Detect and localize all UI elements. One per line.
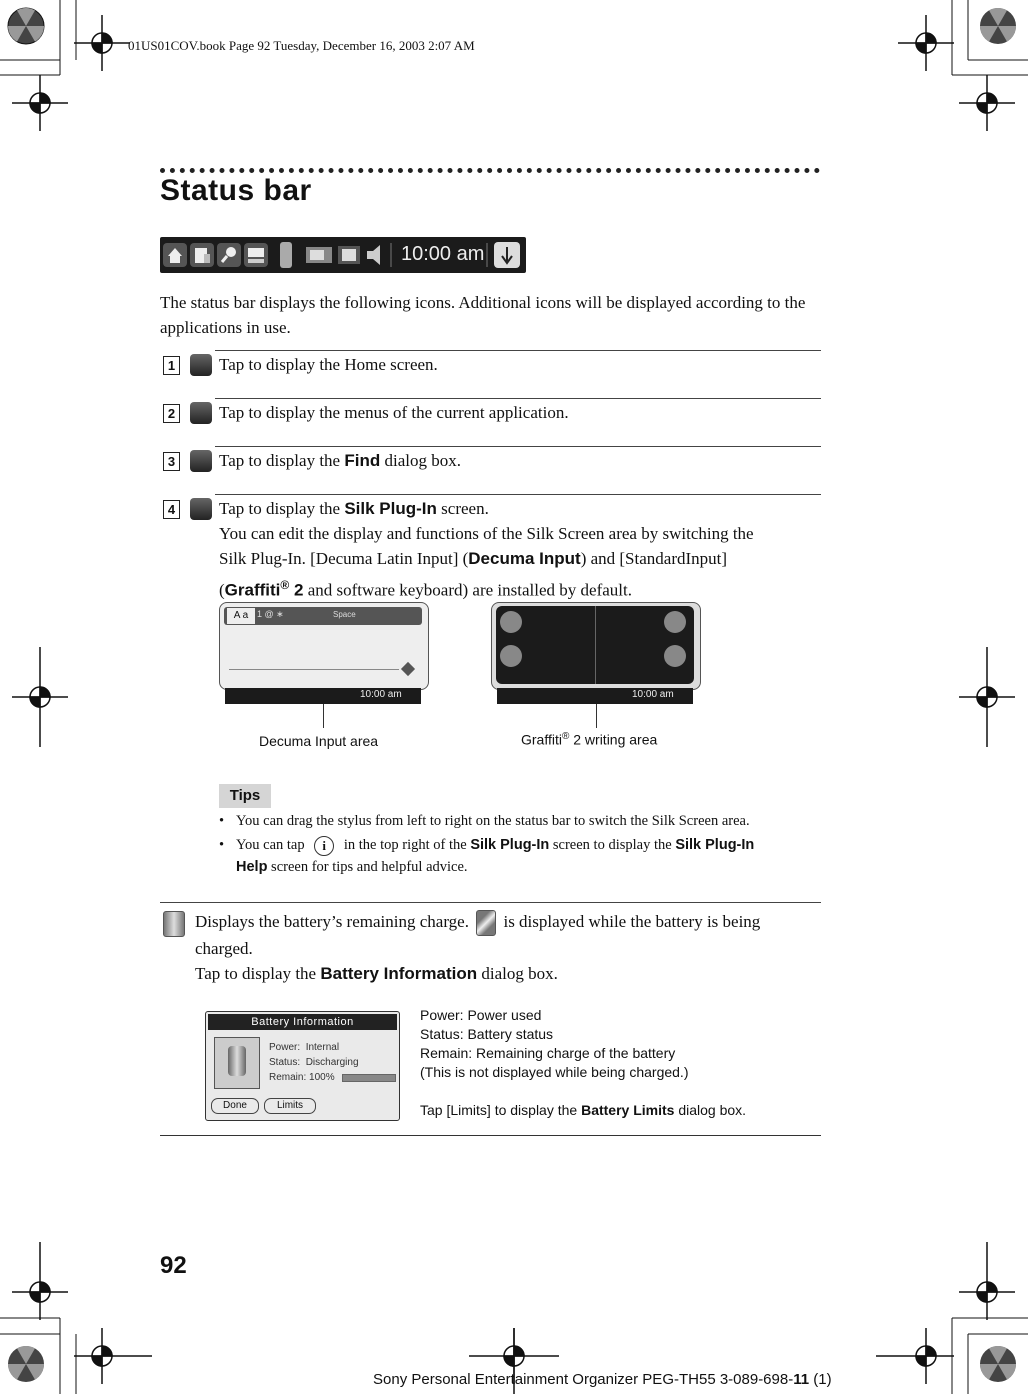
graffiti-callout-line bbox=[596, 704, 597, 728]
volume-icon bbox=[367, 245, 380, 265]
decuma-figure bbox=[219, 602, 429, 706]
battery-rule bbox=[160, 902, 821, 903]
step-number-3: 3 bbox=[163, 452, 180, 471]
step-text-4 bbox=[219, 496, 819, 603]
battery-dialog-title: Battery Information bbox=[208, 1014, 397, 1030]
step-text-2: Tap to display the menus of the current application. bbox=[219, 403, 569, 422]
battery-notes: Power: Power used Status: Battery status Remain: Remaining charge of the battery (This is not displayed while being charged.) Tap [Limits] to display the Battery Limits dialog box. bbox=[420, 1007, 747, 1118]
battery-dialog-icon bbox=[214, 1037, 260, 1089]
step-rule-4 bbox=[215, 494, 821, 495]
product-footer: Sony Personal Entertainment Organizer PEG-TH55 3-089-698-11 (1) bbox=[373, 1371, 832, 1388]
status-bar-time: 10:00 am bbox=[401, 243, 485, 265]
decuma-callout-line bbox=[323, 704, 324, 728]
decuma-tab-aa: A a bbox=[227, 608, 255, 624]
step4-detail-line2: Silk Plug-In. [Decuma Latin Input] (Decuma Input) and [StandardInput] bbox=[219, 549, 728, 568]
battery-dialog bbox=[205, 1011, 400, 1121]
section-end-rule bbox=[160, 1135, 821, 1136]
page-number: 92 bbox=[160, 1252, 187, 1279]
graffiti-find-icon bbox=[664, 645, 686, 667]
graffiti-caption: Graffiti® 2 writing area bbox=[521, 731, 658, 748]
decuma-space: Space bbox=[333, 610, 356, 619]
step-number-1: 1 bbox=[163, 356, 180, 375]
find-icon bbox=[190, 450, 212, 472]
limits-button[interactable]: Limits bbox=[264, 1098, 316, 1114]
step4-detail-line1: You can edit the display and functions of the Silk Screen area by switching the bbox=[219, 524, 754, 543]
decuma-caption: Decuma Input area bbox=[259, 733, 379, 749]
step-number-2: 2 bbox=[163, 404, 180, 423]
done-button[interactable]: Done bbox=[211, 1098, 259, 1114]
battery-charging-icon bbox=[476, 910, 496, 936]
status-value: Discharging bbox=[305, 1057, 359, 1068]
tip-2: • You can tap i in the top right of the Silk Plug-In screen to display the Silk Plug-In Help screen for tips and helpful advice. bbox=[219, 837, 755, 875]
step3-pre: Tap to display the bbox=[219, 451, 345, 470]
battery-text: Displays the battery’s remaining charge. is displayed while the battery is being charged. Tap to display the Battery Information dialog box. bbox=[195, 912, 761, 984]
remain-label: Remain: bbox=[269, 1072, 307, 1083]
graffiti-keyboard-icon bbox=[664, 611, 686, 633]
step4-pre: Tap to display the bbox=[219, 499, 345, 518]
decuma-mini-statusbar: 10:00 am bbox=[225, 688, 421, 704]
menu-icon bbox=[190, 402, 212, 424]
graffiti-mini-statusbar: 10:00 am bbox=[497, 688, 693, 704]
step4-post: screen. bbox=[436, 499, 489, 518]
power-value: Internal bbox=[305, 1042, 340, 1053]
remain-bar bbox=[342, 1074, 396, 1082]
silk-plugin-icon bbox=[190, 498, 212, 520]
step-rule-3 bbox=[215, 446, 821, 447]
battery-icon bbox=[163, 911, 185, 937]
step3-post: dialog box. bbox=[380, 451, 461, 470]
section-dotted-rule bbox=[160, 168, 820, 173]
remain-value: 100% bbox=[309, 1072, 335, 1083]
step4-bold: Silk Plug-In bbox=[344, 499, 437, 518]
book-info-header: 01US01COV.book Page 92 Tuesday, December 16, 2003 2:07 AM bbox=[128, 38, 475, 53]
step-rule-1 bbox=[215, 350, 821, 351]
tip-1: • You can drag the stylus from left to right on the status bar to switch the Silk Screen area. bbox=[219, 813, 750, 829]
section-title: Status bar bbox=[160, 174, 312, 207]
step4-detail-line3: (Graffiti® 2 and software keyboard) are installed by default. bbox=[219, 578, 632, 600]
step-text-3 bbox=[219, 448, 461, 473]
power-label: Power: bbox=[269, 1042, 301, 1053]
battery-icon bbox=[280, 242, 292, 268]
remain-bar-fill bbox=[343, 1075, 395, 1081]
tips-label: Tips bbox=[219, 784, 271, 808]
step-number-4: 4 bbox=[163, 500, 180, 519]
graffiti-figure bbox=[491, 602, 701, 706]
graffiti-menu-icon bbox=[500, 645, 522, 667]
status-label: Status: bbox=[269, 1057, 301, 1068]
intro-paragraph: The status bar displays the following icons. Additional icons will be displayed according to the applications in use. bbox=[160, 293, 806, 337]
home-icon bbox=[190, 354, 212, 376]
step-rule-2 bbox=[215, 398, 821, 399]
decuma-tab-num: 1 @ ∗ bbox=[257, 609, 284, 619]
graffiti-home-icon bbox=[500, 611, 522, 633]
info-icon: i bbox=[314, 836, 334, 856]
step3-bold: Find bbox=[344, 451, 381, 470]
status-bar-image bbox=[160, 237, 526, 273]
step-text-1: Tap to display the Home screen. bbox=[219, 355, 438, 374]
